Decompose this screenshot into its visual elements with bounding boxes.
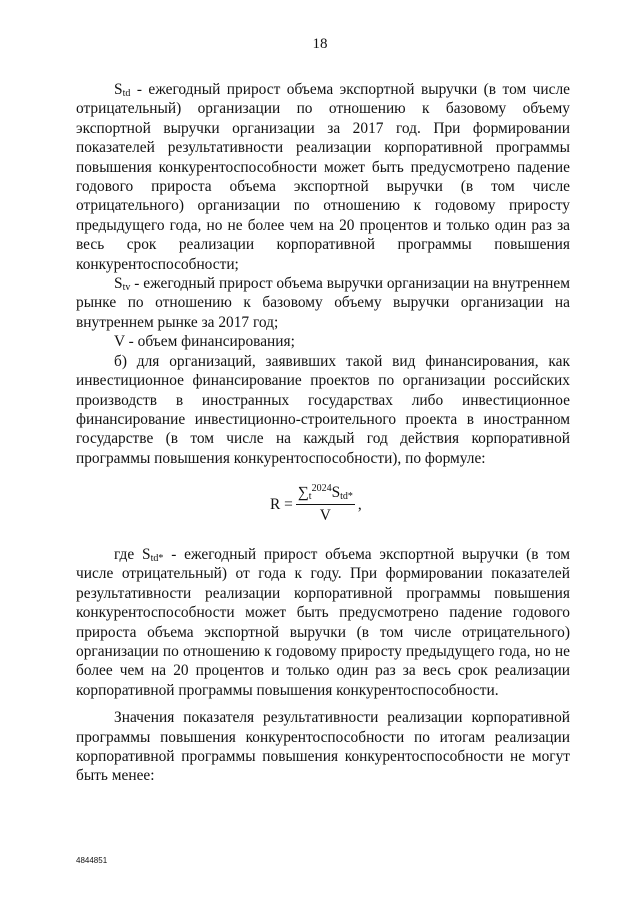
paragraph-s-td-definition xyxy=(76,80,570,274)
paragraph-text: - ежегодный прирост объема выручки организации на внутреннем рынке по отношению к базовому объему выручки организации на внутреннем рынке за 2017 год; xyxy=(76,275,570,331)
formula-denominator: V xyxy=(319,507,331,524)
paragraph-v-definition: V - объем финансирования; xyxy=(114,333,295,351)
explanation-block xyxy=(76,545,570,786)
sum-lower-limit: t xyxy=(308,491,312,502)
paragraph-text: - ежегодный прирост объема экспортной выручки (в том числе отрицательный) от года к году. При формировании показателей результативности реализации корпоративной программы повышения конкурентоспособности может быть предусмотрено падение годового прироста объема экспортной выручки (в том числе отрицательного) организации по отношению к годовому приросту предыдущего года, но не более чем на 20 процентов и только один раз за весь срок реализации корпоративной программы повышения конкурентоспособности. xyxy=(76,546,570,699)
formula xyxy=(270,484,362,525)
paragraph-prefix: где xyxy=(114,546,143,563)
formula-fraction xyxy=(296,484,355,525)
paragraph-s-td-star-definition xyxy=(76,545,570,700)
definitions-block xyxy=(76,80,570,468)
formula-trailing-comma: , xyxy=(357,495,362,513)
sum-upper-limit: 2024 xyxy=(311,483,332,494)
formula-numerator xyxy=(296,484,355,505)
symbol-s: S xyxy=(114,275,123,293)
paragraph-item-b: б) для организаций, заявивших такой вид финансирования, как инвестиционное финансирование проектов по организации российских производств в иностранных государствах либо инвестиционное финансирование инвестиционно-строительного проекта в иностранном государстве (в том числе на каждый год действия корпоративной программы повышения конкурентоспособности), по формуле: xyxy=(76,352,570,467)
symbol-s: S xyxy=(114,81,123,98)
formula-lhs: R = xyxy=(270,495,293,513)
paragraph-s-tv-definition xyxy=(76,274,570,332)
symbol-s: S xyxy=(142,546,151,563)
page-number: 18 xyxy=(312,36,328,52)
sum-term: S xyxy=(331,484,341,501)
sum-symbol: ∑ xyxy=(297,484,309,501)
symbol-subscript: td* xyxy=(150,553,164,564)
symbol-subscript: tv xyxy=(122,282,131,294)
document-code: 4844851 xyxy=(76,856,108,865)
sum-term-subscript: td* xyxy=(340,491,353,502)
symbol-subscript: td xyxy=(122,88,131,99)
paragraph-indicator-values: Значения показателя результативности реализации корпоративной программы повышения конкурентоспособности по итогам реализации корпоративной программы повышения конкурентоспособности не могут быть менее: xyxy=(76,709,570,785)
paragraph-text: - ежегодный прирост объема экспортной выручки (в том числе отрицательный) организации по отношению к базовому объему экспортной выручки организации за 2017 год. При формировании показателей результативности реализации корпоративной программы повышения конкурентоспособности может быть предусмотрено падение годового прироста объема экспортной выручки (в том числе отрицательного) организации по отношению к годовому приросту предыдущего года, но не более чем на 20 процентов и только один раз за весь срок реализации корпоративной программы повышения конкурентоспособности; xyxy=(76,81,570,273)
